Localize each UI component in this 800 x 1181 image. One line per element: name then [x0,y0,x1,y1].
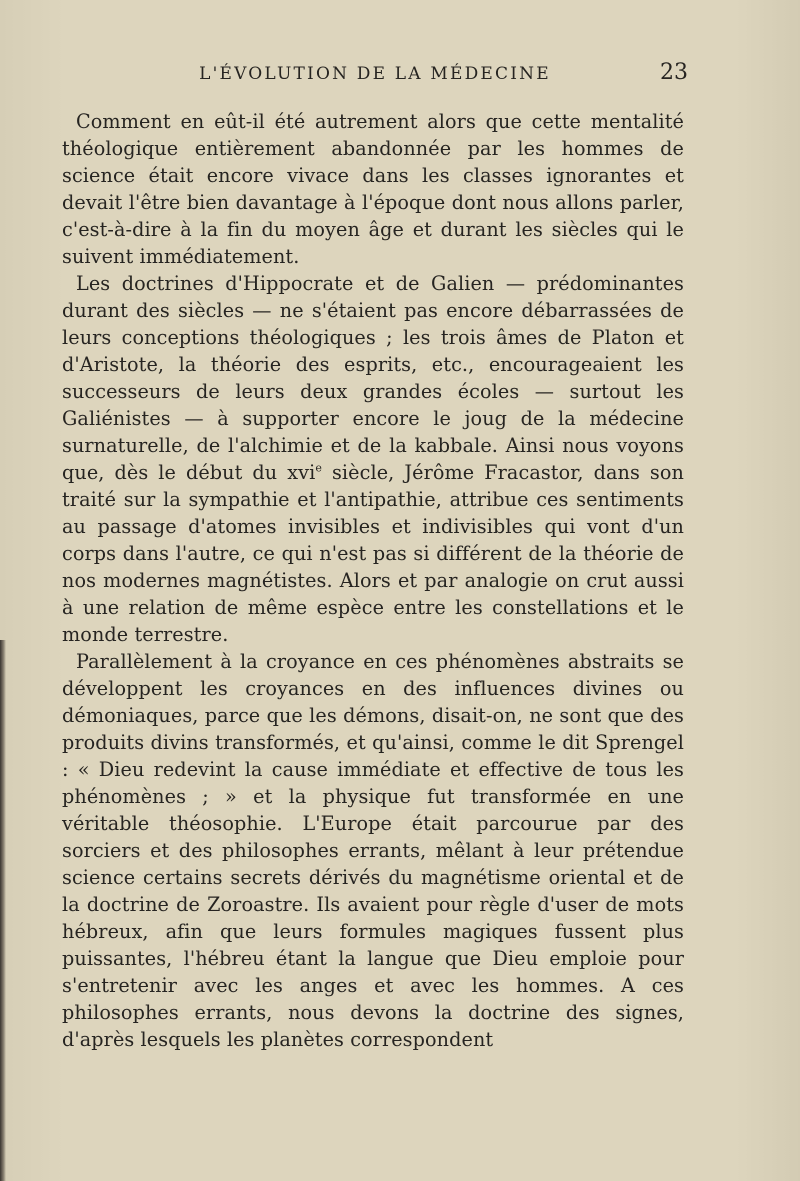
paragraph-2-text-after: siècle, Jérôme Fracastor, dans son traité sur la sympathie et l'antipathie, attribue ces sentiments au passage d'atomes invisibles et indivisibles qui vont d'un corps dans l'autre, ce qui n'est pas si différent de la théorie de nos modernes magnétistes. Alors et par analogie on crut aussi à une relation de même espèce entre les constellations et le monde terrestre. [62,461,684,646]
page-header [62,60,688,94]
paragraph-2-text-before: Les doctrines d'Hippocrate et de Galien — prédominantes durant des siècles — ne s'étaient pas encore débarrassées de leurs conceptions théologiques ; les trois âmes de Platon et d'Aristote, la théorie des esprits, etc., encourageaient les successeurs de leurs deux grandes écoles — surtout les Galiénistes — à supporter encore le joug de la médecine surnaturelle, de l'alchimie et de la kabbale. Ainsi nous voyons que, dès le début du xvi [62,272,684,484]
paragraph-3 [62,648,684,1053]
paragraph-2 [62,270,684,648]
paragraph-3-text: Parallèlement à la croyance en ces phénomènes abstraits se développent les croyances en des influences divines ou démoniaques, parce que les démons, disait-on, ne sont que des produits divins transformés, et qu'ainsi, comme le dit Sprengel : « Dieu redevint la cause immédiate et effective de tous les phénomènes ; » et la physique fut transformée en une véritable théosophie. L'Europe était parcourue par des sorciers et des philosophes errants, mêlant à leur prétendue science certains secrets dérivés du magnétisme oriental et de la doctrine de Zoroastre. Ils avaient pour règle d'user de mots hébreux, afin que leurs formules magiques fussent plus puissantes, l'hébreu étant la langue que Dieu emploie pour s'entretenir avec les anges et avec les hommes. A ces philosophes errants, nous devons la doctrine des signes, d'après lesquels les planètes correspondent [62,650,684,1051]
paragraph-1 [62,108,684,270]
running-title: L'ÉVOLUTION DE LA MÉDECINE [199,64,551,84]
page-binding-shadow [0,640,6,1181]
paragraph-1-text: Comment en eût-il été autrement alors que cette mentalité théologique entièrement abandonnée par les hommes de science était encore vivace dans les classes ignorantes et devait l'être bien davantage à l'époque dont nous allons parler, c'est-à-dire à la fin du moyen âge et durant les siècles qui le suivent immédiatement. [62,110,684,268]
page-number: 23 [660,60,688,85]
century-superscript: e [315,461,322,475]
body-text [62,108,684,1053]
